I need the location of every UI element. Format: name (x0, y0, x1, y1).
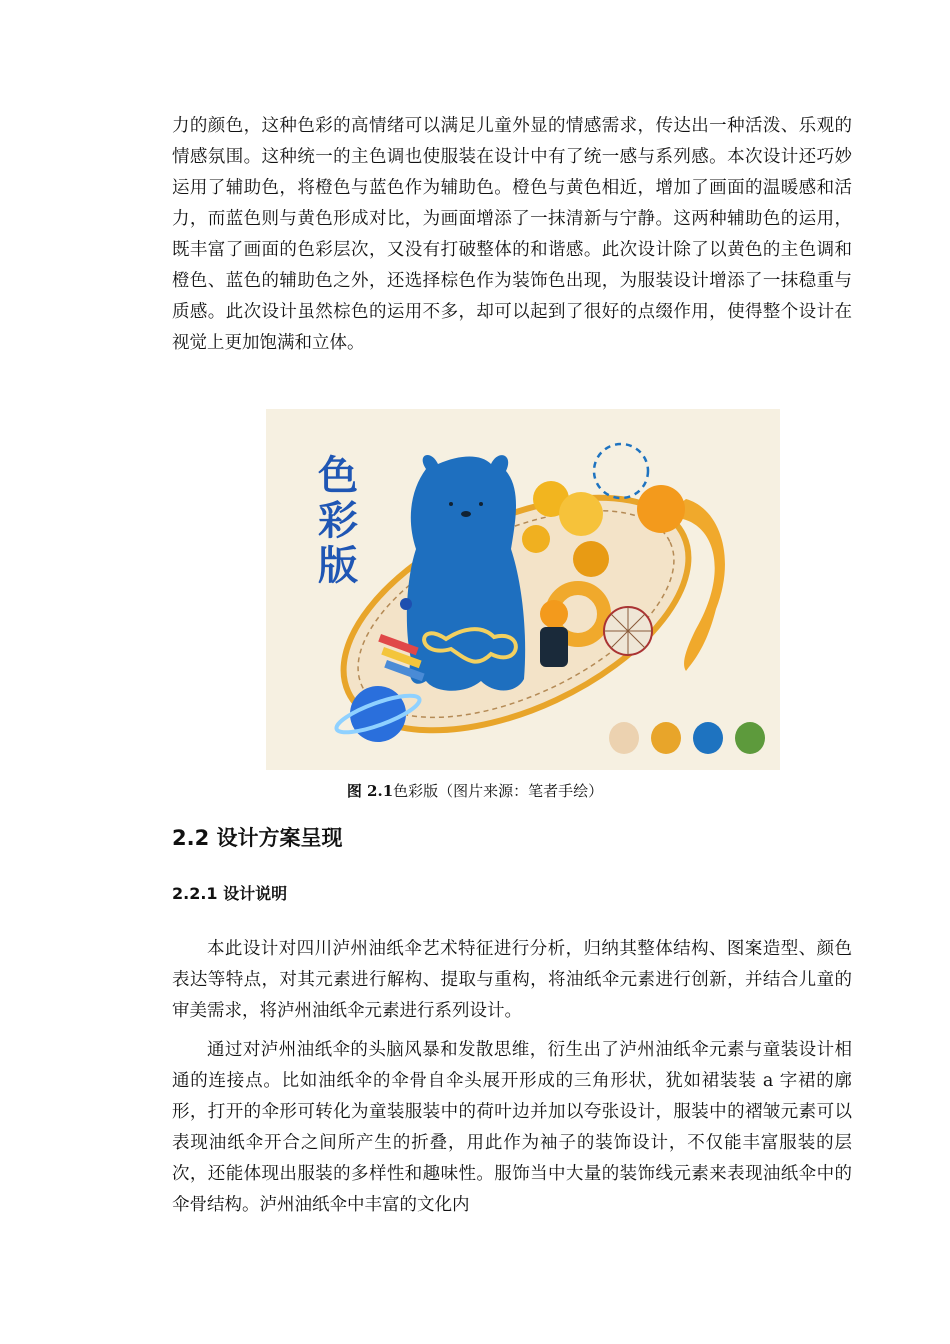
color-swatch (651, 722, 681, 754)
title-char-2: 彩 (318, 498, 358, 544)
body-paragraph-2: 通过对泸州油纸伞的头脑风暴和发散思维，衍生出了泸州油纸伞元素与童装设计相通的连接点。比如油纸伞的伞骨自伞头展开形成的三角形状，犹如裙装装 a 字裙的廓形，打开的伞形可转化为童装服装中的荷叶边并加以夸张设计，服装中的褶皱元素可以表现油纸伞开合之间所产生的折叠，用此作为袖子的装饰设计，不仅能丰富服装的层次，还能体现出服装的多样性和趣味性。服饰当中大量的装饰线元素来表现油纸伞中的伞骨结构。泸州油纸伞中丰富的文化内 (172, 1040, 852, 1215)
color-swatch (735, 722, 765, 754)
small-figure (540, 627, 568, 667)
title-char-3: 版 (318, 543, 358, 589)
color-swatch (693, 722, 723, 754)
orange-sun (637, 485, 685, 533)
section-heading: 2.2 设计方案呈现 (172, 826, 343, 850)
intro-paragraph: 力的颜色，这种色彩的高情绪可以满足儿童外显的情感需求，传达出一种活泼、乐观的情感氛围。这种统一的主色调也使服装在设计中有了统一感与系列感。本次设计还巧妙运用了辅助色，将橙色与蓝色作为辅助色。橙色与黄色相近，增加了画面的温暖感和活力，而蓝色则与黄色形成对比，为画面增添了一抹清新与宁静。这两种辅助色的运用，既丰富了画面的色彩层次，又没有打破整体的和谐感。此次设计除了以黄色的主色调和橙色、蓝色的辅助色之外，还选择棕色作为装饰色出现，为服装设计增添了一抹稳重与质感。此次设计虽然棕色的运用不多，却可以起到了很好的点缀作用，使得整个设计在视觉上更加饱满和立体。 (172, 116, 852, 353)
blue-planet (350, 686, 406, 742)
subsection-heading: 2.2.1 设计说明 (172, 884, 288, 903)
color-palette-figure (266, 409, 780, 770)
figure-caption (0, 780, 950, 801)
dashed-circle (594, 444, 648, 498)
body-paragraph-1: 本此设计对四川泸州油纸伞艺术特征进行分析，归纳其整体结构、图案造型、颜色表达等特点，对其元素进行解构、提取与重构，将油纸伞元素进行创新，并结合儿童的审美需求，将泸州油纸伞元素进行系列设计。 (172, 939, 852, 1021)
color-palette-illustration (266, 409, 780, 770)
color-swatch (609, 722, 639, 754)
caption-label: 图 2.1 (346, 782, 394, 800)
color-swatches (609, 722, 765, 754)
caption-text: 色彩版（图片来源：笔者手绘） (393, 782, 604, 800)
title-char-1: 色 (318, 453, 358, 499)
